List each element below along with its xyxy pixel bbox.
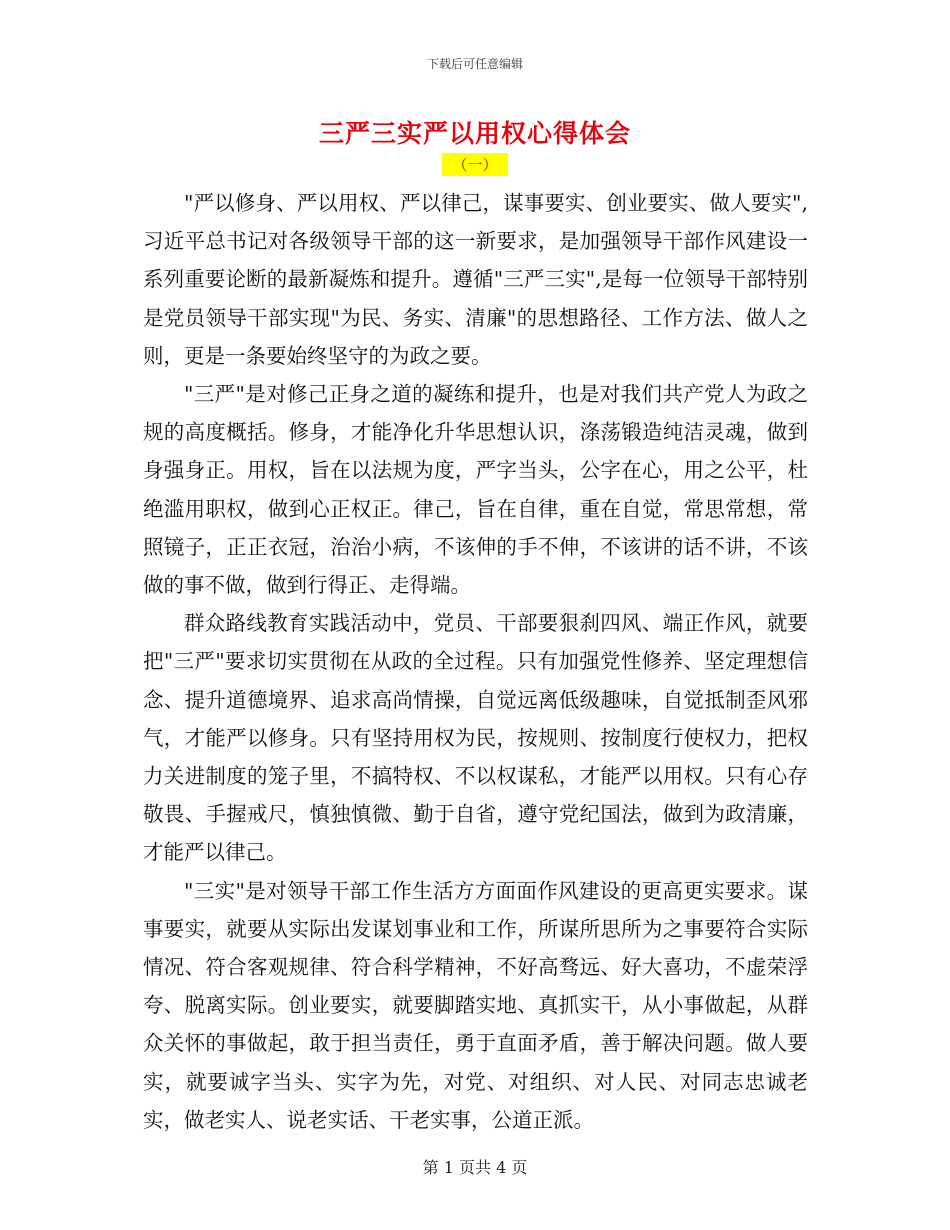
document-subtitle: （一） [442,153,507,176]
page-number-footer: 第 1 页共 4 页 [422,1158,528,1177]
paragraph-2: "三严"是对修己正身之道的凝练和提升，也是对我们共产党人为政之规的高度概括。修身，才能净化升华思想认识，涤荡锻造纯洁灵魂，做到身强身正。用权，旨在以法规为度，严字当头，公字在心，用之公平，杜绝滥用职权，做到心正权正。律己，旨在自律，重在自觉，常思常想，常照镜子，正正衣冠，治治小病，不该伸的手不伸，不该讲的话不讲，不该做的事不做，做到行得正、走得端。 [143,382,808,598]
document-body [143,184,808,1139]
header-note: 下载后可任意编辑 [426,57,523,71]
subtitle-wrapper [0,153,950,176]
paragraph-4: "三实"是对领导干部工作生活方方面面作风建设的更高更实要求。谋事要实，就要从实际出发谋划事业和工作，所谋所思所为之事要符合实际情况、符合客观规律、符合科学精神，不好高骛远、好大喜功，不虚荣浮夸、脱离实际。创业要实，就要脚踏实地、真抓实干，从小事做起，从群众关怀的事做起，敢于担当责任，勇于直面矛盾，善于解决问题。做人要实，就要诚字当头、实字为先，对党、对组织、对人民、对同志忠诚老实，做老实人、说老实话、干老实事，公道正派。 [143,878,808,1132]
document-title: 三严三实严以用权心得体会 [318,119,631,148]
paragraph-1: "严以修身、严以用权、严以律己，谋事要实、创业要实、做人要实",习近平总书记对各级领导干部的这一新要求，是加强领导干部作风建设一系列重要论断的最新凝炼和提升。遵循"三严三实",是每一位领导干部特别是党员领导干部实现"为民、务实、清廉"的思想路径、工作方法、做人之则，更是一条要始终坚守的为政之要。 [143,191,808,368]
paragraph-3: 群众路线教育实践活动中，党员、干部要狠刹四风、端正作风，就要把"三严"要求切实贯彻在从政的全过程。只有加强党性修养、坚定理想信念、提升道德境界、追求高尚情操，自觉远离低级趣味，自觉抵制歪风邪气，才能严以修身。只有坚持用权为民，按规则、按制度行使权力，把权力关进制度的笼子里，不搞特权、不以权谋私，才能严以用权。只有心存敬畏、手握戒尺，慎独慎微、勤于自省，遵守党纪国法，做到为政清廉，才能严以律己。 [143,611,808,865]
